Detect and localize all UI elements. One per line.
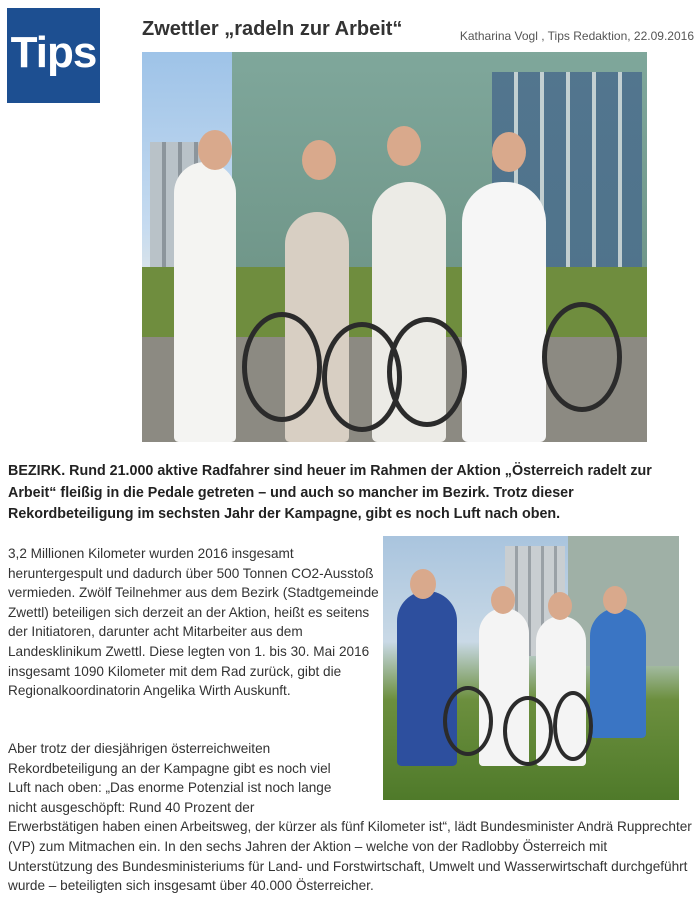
paragraph-line: Aber trotz der diesjährigen österreichweiten [8, 741, 271, 756]
article-paragraph-2 [8, 739, 692, 896]
photo-head [410, 569, 436, 599]
photo-bike-wheel [387, 317, 467, 427]
paragraph-continuation: Erwerbstätigen haben einen Arbeitsweg, der kürzer als fünf Kilometer ist“, lädt Bundesminister Andrä Rupprechter (VP) zum Mitmachen ein. In den sechs Jahren der Aktion – welche von der Radlobby Österreich mit Unterstützung des Bundesministeriums für Land- und Forstwirtschaft, Umwelt und Wasserwirtschaft durchgeführt wurde – beteiligten sich insgesamt über 40.000 Österreicher. [8, 819, 692, 894]
paragraph-line: nicht ausgeschöpft: Rund 40 Prozent der [8, 799, 255, 815]
photo-head [387, 126, 421, 166]
article-title: Zwettler „radeln zur Arbeit“ [142, 18, 403, 40]
paragraph-line: Rekordbeteiligung an der Kampagne gibt es noch viel [8, 760, 331, 776]
article-paragraph-1: 3,2 Millionen Kilometer wurden 2016 insgesamt heruntergespult und dadurch über 500 Tonnen CO2-Ausstoß vermieden. Zwölf Teilnehmer aus dem Bezirk (Stadtgemeinde Zwettl) beteiligen sich derzeit an der Aktion, heißt es seitens der Initiatoren, darunter acht Mitarbeiter aus dem Landesklinikum Zwettl. Diese legten von 1. bis 30. Mai 2016 insgesamt 1090 Kilometer mit dem Rad zurück, gibt die Regionalkoordinatorin Angelika Wirth Auskunft. [8, 546, 379, 699]
photo-head [198, 130, 232, 170]
paragraph-line: Luft nach oben: „Das enorme Potenzial ist noch lange [8, 780, 332, 796]
photo-person [590, 608, 646, 738]
photo-head [492, 132, 526, 172]
article-lead: BEZIRK. Rund 21.000 aktive Radfahrer sind heuer im Rahmen der Aktion „Österreich radelt zur Arbeit“ fleißig in die Pedale getreten – und auch so mancher im Bezirk. Trotz dieser Rekordbeteiligung im sechsten Jahr der Kampagne, gibt es noch Luft nach oben. [8, 463, 652, 522]
photo-bike-wheel [542, 302, 622, 412]
photo-head [302, 140, 336, 180]
photo-head [548, 592, 572, 620]
tips-logo[interactable] [7, 8, 100, 103]
photo-person [462, 182, 546, 442]
main-photo [142, 52, 647, 442]
logo-text: Tips [10, 27, 97, 77]
photo-person [174, 162, 236, 442]
photo-head [603, 586, 627, 614]
photo-bike-wheel [242, 312, 322, 422]
article-byline: Katharina Vogl , Tips Redaktion, 22.09.2016 [459, 29, 694, 43]
photo-head [491, 586, 515, 614]
